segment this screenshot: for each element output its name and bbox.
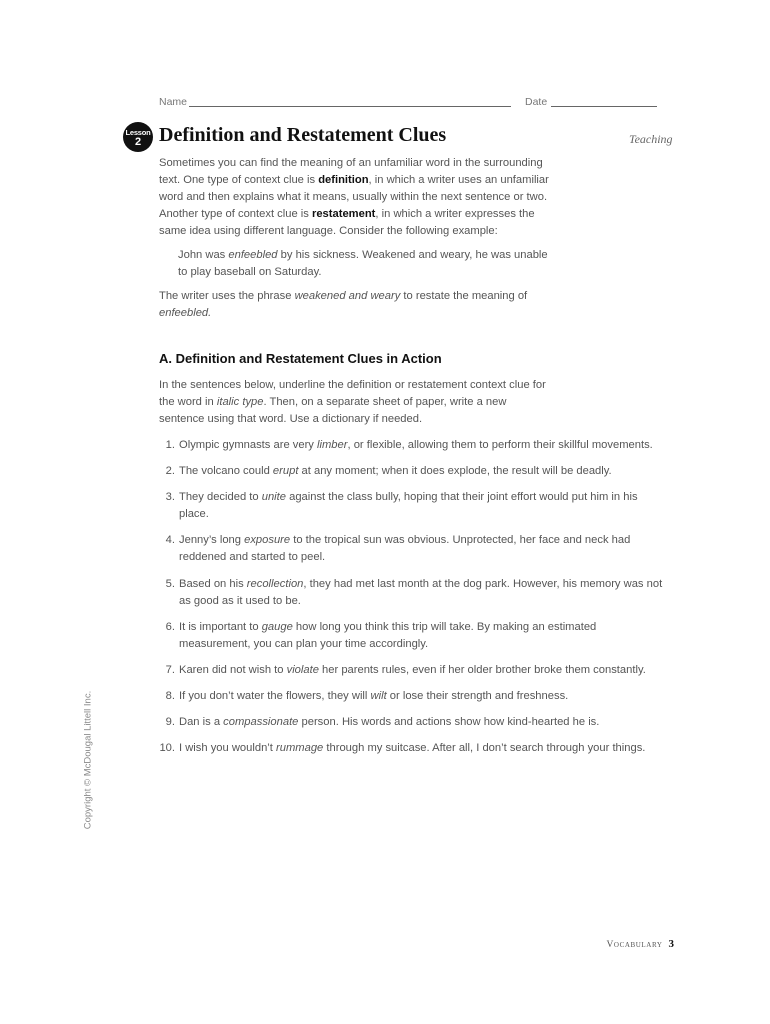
example-block (178, 247, 548, 281)
item-word: compassionate (223, 716, 299, 728)
lesson-badge-number: 2 (134, 136, 142, 148)
name-field-line (189, 106, 511, 107)
page-number: 3 (668, 938, 674, 950)
item-word: unite (261, 491, 286, 503)
lesson-badge-word: Lesson (125, 128, 151, 137)
item-text: It is important to gauge how long you think this trip will take. By making an estimated measurement, you can plan your time accordingly. (179, 621, 597, 650)
item-number: 9. (165, 716, 175, 728)
item-text: They decided to unite against the class bully, hoping that their joint effort would put him in his place. (179, 491, 638, 520)
lesson-badge (123, 122, 153, 152)
intro-line: Another type of context clue is restatement, in which a writer expresses the (159, 208, 535, 220)
name-label: Name (159, 96, 188, 108)
item-text: I wish you wouldn’t rummage through my suitcase. After all, I don’t search through your things. (179, 742, 646, 754)
explanation-line: The writer uses the phrase weakened and weary to restate the meaning of (159, 290, 528, 302)
item-word: rummage (276, 742, 324, 754)
page-footer (606, 938, 674, 950)
example-line: John was enfeebled by his sickness. Weakened and weary, he was unable (178, 249, 548, 261)
intro-paragraph (159, 155, 549, 240)
item-text: Based on his recollection, they had met last month at the dog park. However, his memory was not as good as it used to be. (179, 578, 663, 607)
item-word: erupt (272, 465, 299, 477)
instructions-line: In the sentences below, underline the definition or restatement context clue for (159, 379, 546, 391)
item-word: gauge (261, 621, 293, 633)
item-text: If you don’t water the flowers, they will wilt or lose their strength and freshness. (179, 690, 569, 702)
item-number: 2. (165, 465, 175, 477)
item-number: 8. (165, 690, 175, 702)
item-word: wilt (370, 690, 387, 702)
copyright-notice: Copyright © McDougal Littell Inc. (82, 690, 94, 830)
example-line: to play baseball on Saturday. (178, 266, 322, 278)
item-text: The volcano could erupt at any moment; when it does explode, the result will be deadly. (179, 465, 612, 477)
page-title: Definition and Restatement Clues (159, 124, 447, 146)
item-word: recollection (246, 578, 304, 590)
teaching-tag: Teaching (629, 132, 673, 146)
footer-section: Vocabulary (606, 940, 663, 950)
intro-line: word and then explains what it means, usually within the next sentence or two. (159, 191, 548, 203)
explanation-paragraph (159, 288, 527, 322)
intro-line: text. One type of context clue is definition, in which a writer uses an unfamiliar (159, 174, 549, 186)
term-restatement: restatement (311, 208, 376, 220)
item-number: 3. (165, 491, 175, 503)
item-text: Olympic gymnasts are very limber, or flexible, allowing them to perform their skillful movements. (179, 439, 653, 451)
phrase-weakened-and-weary: weakened and weary (294, 290, 401, 302)
intro-line: Sometimes you can find the meaning of an unfamiliar word in the surrounding (159, 157, 543, 169)
item-word: exposure (244, 534, 291, 546)
example-word: enfeebled (228, 249, 278, 261)
section-heading: A. Definition and Restatement Clues in Action (159, 351, 442, 366)
italic-type-phrase: italic type (216, 396, 264, 408)
intro-line: same idea using different language. Consider the following example: (159, 225, 498, 237)
section-instructions (159, 377, 546, 428)
item-word: violate (286, 664, 319, 676)
item-number: 1. (165, 439, 175, 451)
instructions-line: the word in italic type. Then, on a separate sheet of paper, write a new (159, 396, 507, 408)
explanation-line: enfeebled. (159, 307, 212, 319)
item-number: 7. (165, 664, 175, 676)
item-number: 6. (165, 621, 175, 633)
item-number: 5. (165, 578, 175, 590)
item-number: 4. (165, 534, 175, 546)
date-field-line (551, 106, 657, 107)
term-definition: definition (318, 174, 369, 186)
item-word: limber (317, 439, 348, 451)
item-text: Dan is a compassionate person. His words and actions show how kind-hearted he is. (179, 716, 600, 728)
instructions-line: sentence using that word. Use a dictionary if needed. (159, 413, 423, 425)
date-label: Date (525, 96, 548, 108)
item-text: Karen did not wish to violate her parents rules, even if her older brother broke them constantly. (179, 664, 646, 676)
item-number: 10. (159, 742, 175, 754)
item-text: Jenny’s long exposure to the tropical sun was obvious. Unprotected, her face and neck had reddened and started to peel. (179, 534, 631, 563)
